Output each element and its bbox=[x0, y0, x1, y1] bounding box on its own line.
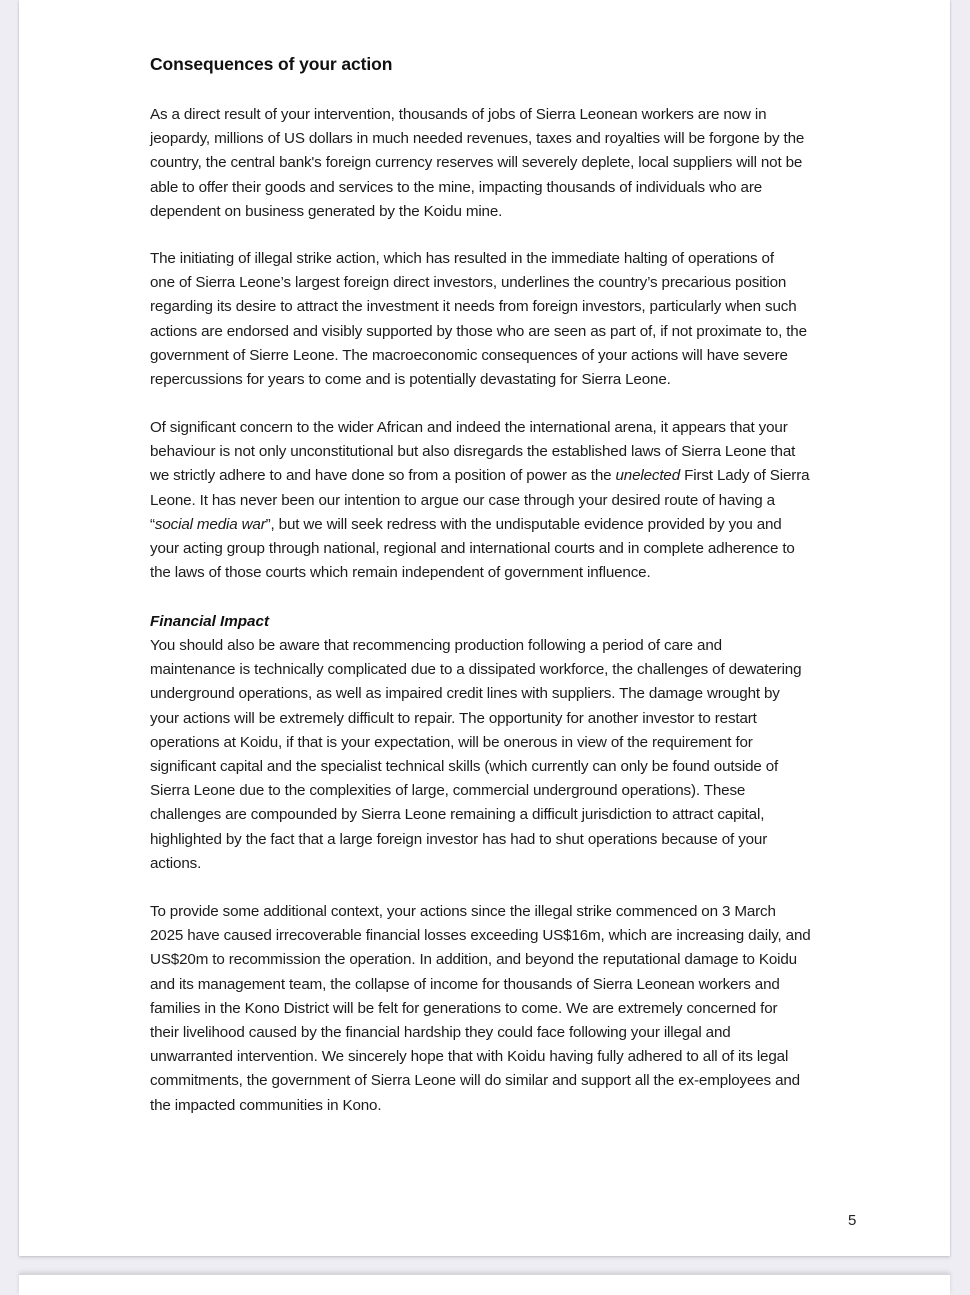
text-line: The initiating of illegal strike action, which has resulted in the immediate halting of operations of bbox=[150, 250, 774, 267]
text-line: operations at Koidu, if that is your expectation, will be onerous in view of the requirement for bbox=[150, 733, 753, 751]
emphasis-text: social media war bbox=[154, 515, 266, 533]
text-line: 2025 have caused irrecoverable financial losses exceeding US$16m, which are increasing daily, and bbox=[150, 927, 811, 945]
text-line: and its management team, the collapse of income for thousands of Sierra Leonean workers and bbox=[150, 975, 780, 993]
text-line: Sierra Leone due to the complexities of large, commercial underground operations). These bbox=[150, 782, 746, 800]
text-line: “social media war”, but we will seek redress with the undisputable evidence provided by you and bbox=[150, 515, 782, 533]
text-line: your actions will be extremely difficult to repair. The opportunity for another investor to restart bbox=[150, 709, 757, 727]
text-line: Of significant concern to the wider African and indeed the international arena, it appears that your bbox=[150, 419, 788, 436]
text-line: Leone. It has never been our intention to argue our case through your desired route of having a bbox=[150, 491, 775, 509]
text-line: country, the central bank's foreign currency reserves will severely deplete, local suppliers will not be bbox=[150, 154, 803, 172]
text-line: US$20m to recommission the operation. In addition, and beyond the reputational damage to Koidu bbox=[150, 951, 797, 969]
text-line: dependent on business generated by the Koidu mine. bbox=[150, 202, 503, 220]
text-line: actions. bbox=[150, 854, 202, 872]
text-line: repercussions for years to come and is potentially devastating for Sierra Leone. bbox=[150, 371, 671, 388]
text-line: families in the Kono District will be felt for generations to come. We are extremely concerned for bbox=[150, 999, 778, 1017]
text-line: commitments, the government of Sierra Leone will do similar and support all the ex-employees and bbox=[150, 1072, 800, 1090]
text-line: one of Sierra Leone’s largest foreign direct investors, underlines the country’s precarious position bbox=[150, 274, 787, 292]
text-line: To provide some additional context, your actions since the illegal strike commenced on 3 March bbox=[150, 903, 776, 920]
text-line: actions are endorsed and visibly supported by those who are seen as part of, if not proximate to, the bbox=[150, 322, 807, 340]
text-line: unwarranted intervention. We sincerely hope that with Koidu having fully adhered to all of its legal bbox=[150, 1048, 789, 1066]
text-line: regarding its desire to attract the investment it needs from foreign investors, particularly when such bbox=[150, 298, 797, 316]
text-line: able to offer their goods and services to the mine, impacting thousands of individuals who are bbox=[150, 178, 763, 196]
section-heading: Consequences of your action bbox=[150, 54, 393, 74]
text-line: maintenance is technically complicated due to a dissipated workforce, the challenges of dewatering bbox=[150, 661, 802, 679]
text-line: government of Sierre Leone. The macroeconomic consequences of your actions will have severe bbox=[150, 346, 788, 364]
document-page bbox=[19, 0, 950, 1256]
subheading-financial-impact: Financial Impact bbox=[150, 613, 270, 630]
text-line: the laws of those courts which remain independent of government influence. bbox=[150, 564, 651, 582]
next-page-edge bbox=[19, 1274, 950, 1295]
page-number: 5 bbox=[848, 1212, 857, 1229]
text-line: behaviour is not only unconstitutional but also disregards the established laws of Sierra Leone that bbox=[150, 443, 796, 461]
text-line: As a direct result of your intervention, thousands of jobs of Sierra Leonean workers are now in bbox=[150, 106, 767, 123]
text-line: underground operations, as well as impaired credit lines with suppliers. The damage wrought by bbox=[150, 685, 780, 703]
text-line: we strictly adhere to and have done so from a position of power as the unelected First Lady of Sierra bbox=[150, 467, 810, 485]
text-line: their livelihood caused by the financial hardship they could face following your illegal and bbox=[150, 1024, 731, 1041]
text-line: jeopardy, millions of US dollars in much needed revenues, taxes and royalties will be forgone by the bbox=[150, 130, 805, 148]
text-line: You should also be aware that recommencing production following a period of care and bbox=[150, 637, 722, 654]
text-line: challenges are compounded by Sierra Leone remaining a difficult jurisdiction to attract capital, bbox=[150, 806, 765, 824]
text-line: your acting group through national, regional and international courts and in complete adherence to bbox=[150, 540, 795, 557]
emphasis-text: unelected bbox=[615, 467, 681, 485]
text-line: highlighted by the fact that a large foreign investor has had to shut operations because of your bbox=[150, 830, 768, 848]
text-line: significant capital and the specialist technical skills (which currently can only be found outside of bbox=[150, 758, 779, 775]
text-line: the impacted communities in Kono. bbox=[150, 1096, 382, 1114]
